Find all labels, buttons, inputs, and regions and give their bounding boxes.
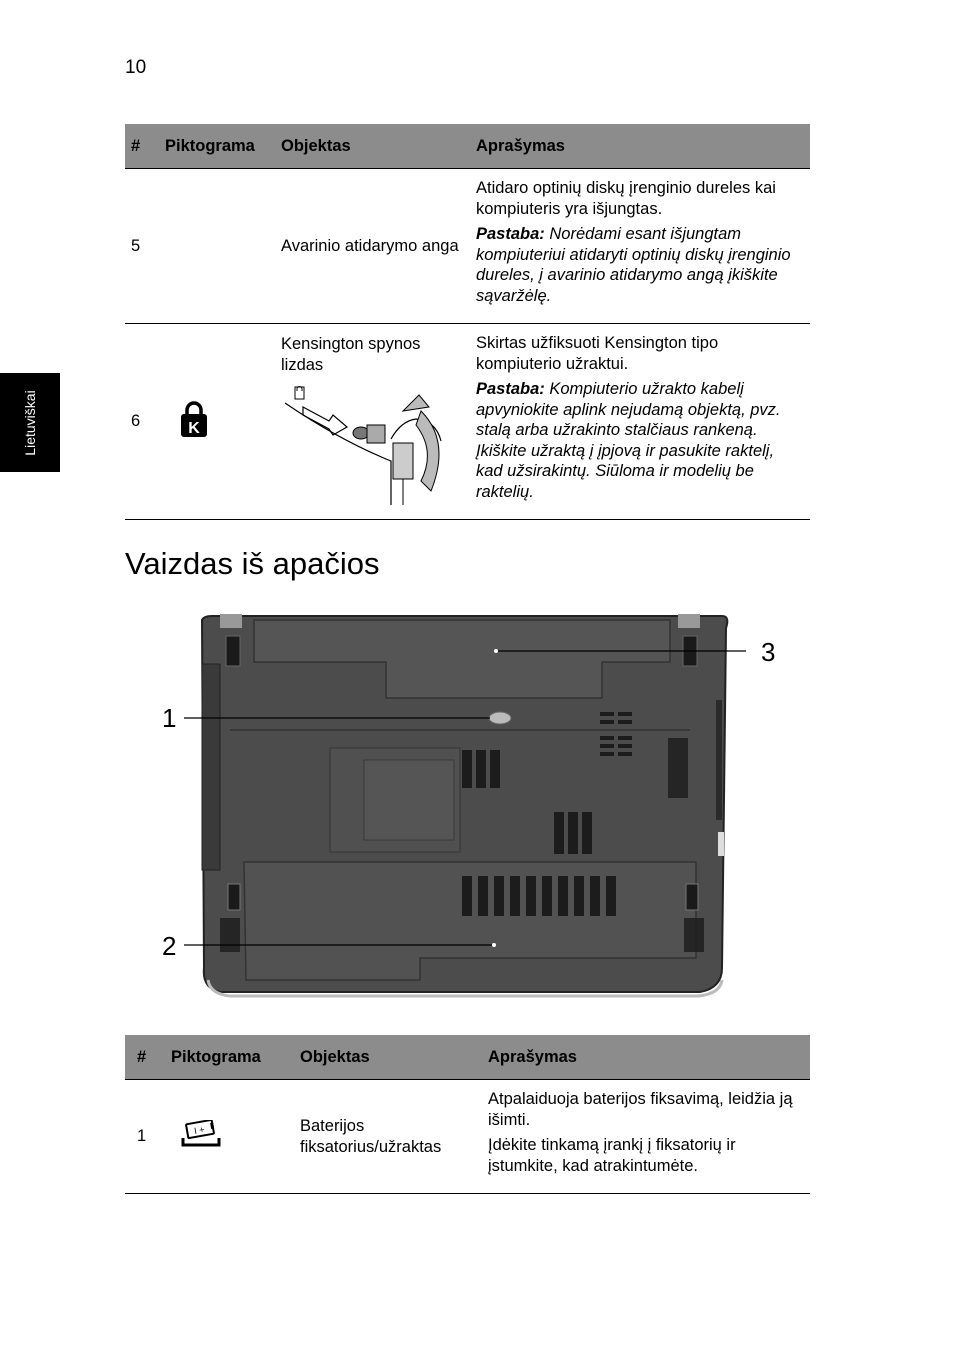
section-title: Vaizdas iš apačios bbox=[125, 546, 380, 581]
note-label: Pastaba: bbox=[476, 225, 545, 243]
header-icon: Piktograma bbox=[165, 1035, 294, 1080]
row-icon bbox=[159, 324, 275, 520]
row-icon bbox=[165, 1080, 294, 1194]
laptop-bottom-view-figure bbox=[150, 608, 790, 1003]
header-object: Objektas bbox=[275, 124, 470, 169]
note-text bbox=[476, 224, 804, 306]
row-object: Baterijos fiksatorius/užraktas bbox=[294, 1080, 482, 1194]
row-object: Avarinio atidarymo anga bbox=[275, 169, 470, 324]
table-row bbox=[125, 324, 810, 520]
callout-2: 2 bbox=[162, 931, 177, 961]
note-text bbox=[476, 379, 804, 502]
row-num: 5 bbox=[125, 169, 159, 324]
description-text: Skirtas užfiksuoti Kensington tipo kompiuterio užraktui. bbox=[476, 334, 719, 373]
svg-text:K: K bbox=[188, 419, 200, 437]
callout-3: 3 bbox=[761, 637, 776, 667]
row-num: 6 bbox=[125, 324, 159, 520]
header-num: # bbox=[125, 1035, 165, 1080]
description-text-2: Įdėkite tinkamą įrankį į fiksatorių ir įstumkite, kad atrakintumėte. bbox=[488, 1136, 736, 1175]
table-row bbox=[125, 169, 810, 324]
language-label: Lietuviškai bbox=[22, 389, 38, 456]
callout-1: 1 bbox=[162, 703, 177, 733]
note-body: Norėdami esant išjungtam kompiuteriui atidaryti optinių diskų įrenginio dureles, į avarinio atidarymo angą įkiškite sąvaržėlę. bbox=[476, 225, 791, 305]
row-description bbox=[470, 169, 810, 324]
page-number: 10 bbox=[125, 57, 147, 78]
svg-text:I +: I + bbox=[193, 1124, 206, 1136]
header-object: Objektas bbox=[294, 1035, 482, 1080]
description-text: Atpalaiduoja baterijos fiksavimą, leidžia ją išimti. bbox=[488, 1090, 793, 1129]
battery-lock-icon bbox=[181, 1120, 221, 1148]
table-row bbox=[125, 1080, 810, 1194]
row-description bbox=[482, 1080, 810, 1194]
header-description: Aprašymas bbox=[482, 1035, 810, 1080]
note-body: Kompiuterio užrakto kabelį apvyniokite aplink nejudamą objektą, pvz. stalą arba užrakinto stalčiaus rankeną. Įkiškite užraktą į įpjovą ir pasukite raktelį, kad užsirakintų. Siūloma ir modelių be raktelių. bbox=[476, 380, 781, 501]
header-num: # bbox=[125, 124, 159, 169]
ports-table-top bbox=[125, 124, 810, 520]
kensington-lock-illustration bbox=[281, 381, 451, 505]
row-icon-empty bbox=[159, 169, 275, 324]
header-icon: Piktograma bbox=[159, 124, 275, 169]
row-object: Kensington spynos lizdas bbox=[281, 335, 421, 374]
ports-table-bottom bbox=[125, 1035, 810, 1194]
table-header-row bbox=[125, 1035, 810, 1080]
battery-latch bbox=[489, 712, 511, 724]
note-label: Pastaba: bbox=[476, 380, 545, 398]
row-object-cell bbox=[275, 324, 470, 520]
row-description bbox=[470, 324, 810, 520]
language-side-tab bbox=[0, 373, 60, 472]
row-num: 1 bbox=[125, 1080, 165, 1194]
kensington-lock-icon bbox=[179, 400, 209, 438]
description-text: Atidaro optinių diskų įrenginio dureles kai kompiuteris yra išjungtas. bbox=[476, 179, 776, 218]
header-description: Aprašymas bbox=[470, 124, 810, 169]
table-header-row bbox=[125, 124, 810, 169]
